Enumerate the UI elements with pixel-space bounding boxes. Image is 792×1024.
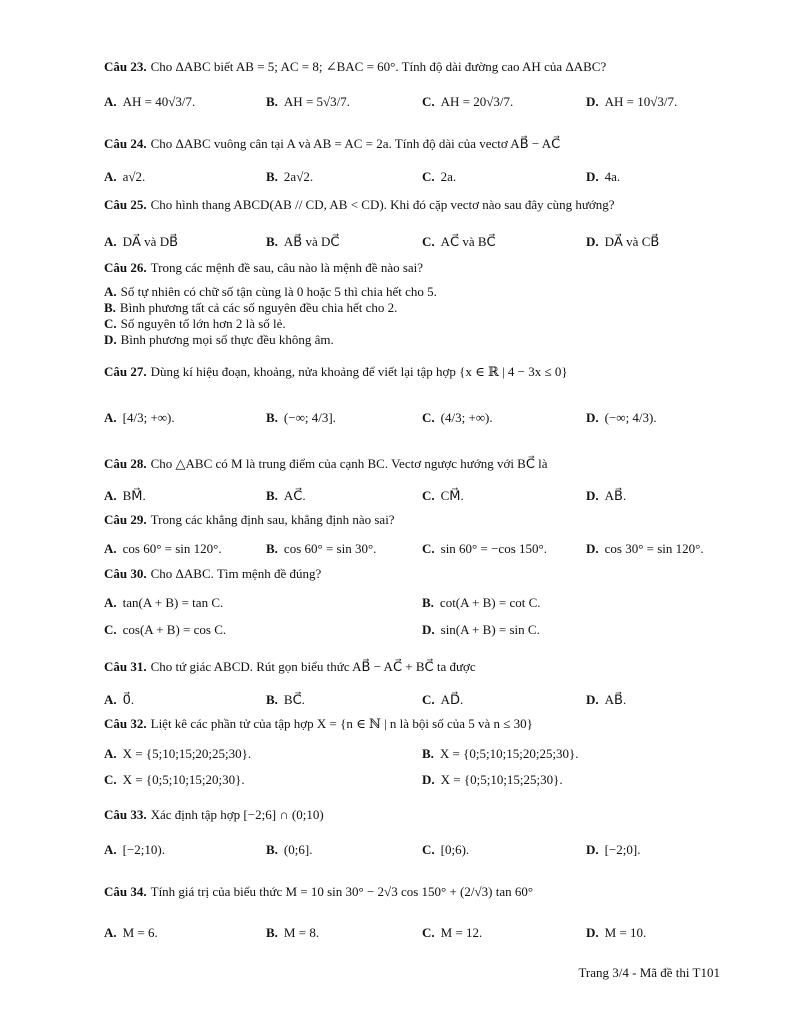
option-label: B. (422, 746, 434, 761)
option-text: [−2;10). (122, 842, 165, 857)
option-text: [−2;0]. (604, 842, 641, 857)
option-a (104, 230, 178, 254)
question-27 (104, 363, 732, 381)
option-a (104, 921, 158, 945)
question-text: Cho △ABC có M là trung điểm của cạnh BC. Vectơ ngược hướng với BC⃗ là (150, 456, 548, 471)
option-a (104, 284, 437, 300)
option-b (104, 300, 437, 316)
option-label: A. (104, 410, 117, 425)
options-row (104, 591, 764, 615)
options-row (104, 838, 764, 862)
option-text: (4/3; +∞). (440, 410, 493, 425)
option-c (422, 230, 496, 254)
option-text: cos(A + B) = cos C. (122, 622, 227, 637)
option-b (266, 537, 376, 561)
option-text: AB⃗. (604, 488, 627, 503)
option-label: D. (422, 772, 435, 787)
option-c (422, 921, 482, 945)
option-text: BC⃗. (283, 692, 305, 707)
option-label: D. (586, 234, 599, 249)
option-label: C. (422, 842, 435, 857)
options-row (104, 484, 764, 508)
question-number: Câu 34. (104, 884, 147, 899)
option-c (422, 838, 469, 862)
page-footer: Trang 3/4 - Mã đề thi T101 (578, 965, 720, 980)
options-list (104, 284, 437, 348)
option-a (104, 838, 165, 862)
question-29 (104, 511, 732, 529)
option-label: D. (586, 410, 599, 425)
option-label: D. (586, 925, 599, 940)
option-text: AC⃗. (283, 488, 306, 503)
option-text: AH = 20√3/7. (440, 94, 514, 109)
option-d (422, 768, 563, 792)
option-b (422, 591, 541, 615)
option-label: B. (266, 410, 278, 425)
options-row (104, 768, 764, 792)
options-row (104, 165, 764, 189)
option-b (266, 230, 339, 254)
option-label: D. (586, 842, 599, 857)
options-row (104, 921, 764, 945)
option-label: B. (266, 925, 278, 940)
question-number: Câu 25. (104, 197, 147, 212)
option-text: Bình phương mọi số thực đều không âm. (120, 332, 334, 347)
option-label: B. (266, 234, 278, 249)
option-label: D. (422, 622, 435, 637)
option-text: a√2. (122, 169, 146, 184)
options-row (104, 688, 764, 712)
option-label: B. (104, 300, 116, 315)
option-label: C. (422, 692, 435, 707)
option-d (586, 838, 641, 862)
options-row (104, 230, 764, 254)
option-label: B. (266, 94, 278, 109)
option-text: Số tự nhiên có chữ số tận cùng là 0 hoặc 5 thì chia hết cho 5. (120, 284, 437, 299)
option-c (422, 537, 547, 561)
option-d (104, 332, 437, 348)
question-text: Liệt kê các phần tử của tập hợp X = {n ∈ ℕ | n là bội số của 5 và n ≤ 30} (150, 716, 533, 731)
option-text: AB⃗ và DC⃗ (283, 234, 340, 249)
question-32 (104, 715, 732, 733)
option-c (422, 90, 513, 114)
option-label: C. (422, 410, 435, 425)
option-text: tan(A + B) = tan C. (122, 595, 224, 610)
option-text: AC⃗ và BC⃗ (440, 234, 496, 249)
options-row (104, 406, 764, 430)
option-c (422, 165, 456, 189)
option-d (586, 165, 620, 189)
question-number: Câu 30. (104, 566, 147, 581)
question-text: Xác định tập hợp [−2;6] ∩ (0;10) (150, 807, 324, 822)
option-text: AH = 10√3/7. (604, 94, 678, 109)
question-number: Câu 33. (104, 807, 147, 822)
option-text: sin(A + B) = sin C. (440, 622, 540, 637)
option-d (586, 484, 626, 508)
option-label: D. (586, 541, 599, 556)
option-label: A. (104, 541, 117, 556)
option-label: C. (104, 772, 117, 787)
option-label: B. (266, 842, 278, 857)
question-text: Cho ΔABC. Tìm mệnh đề đúng? (150, 566, 322, 581)
option-label: C. (422, 541, 435, 556)
question-text: Cho ΔABC vuông cân tại A và AB = AC = 2a. Tính độ dài của vectơ AB⃗ − AC⃗ (150, 136, 561, 151)
option-b (266, 688, 305, 712)
option-label: C. (422, 925, 435, 940)
option-label: C. (422, 488, 435, 503)
option-label: C. (104, 622, 117, 637)
question-25 (104, 196, 732, 214)
option-text: Bình phương tất cả các số nguyên đều chia hết cho 2. (119, 300, 398, 315)
option-b (266, 165, 313, 189)
option-label: A. (104, 284, 117, 299)
question-text: Trong các khẳng định sau, khẳng định nào sai? (150, 512, 395, 527)
option-text: AB⃗. (604, 692, 627, 707)
option-label: D. (586, 692, 599, 707)
option-a (104, 165, 145, 189)
option-c (104, 316, 437, 332)
question-24 (104, 135, 732, 153)
question-number: Câu 23. (104, 59, 147, 74)
option-label: A. (104, 842, 117, 857)
question-number: Câu 26. (104, 260, 147, 275)
option-text: AH = 40√3/7. (122, 94, 196, 109)
option-text: X = {5;10;15;20;25;30}. (122, 746, 252, 761)
option-d (586, 90, 677, 114)
question-34 (104, 883, 732, 901)
option-b (266, 90, 350, 114)
option-c (104, 618, 226, 642)
question-text: Trong các mệnh đề sau, câu nào là mệnh đề nào sai? (150, 260, 424, 275)
option-text: 2a√2. (283, 169, 314, 184)
question-text: Cho ΔABC biết AB = 5; AC = 8; ∠BAC = 60°. Tính độ dài đường cao AH của ΔABC? (150, 59, 607, 74)
option-text: AD⃗. (440, 692, 464, 707)
option-text: M = 8. (283, 925, 320, 940)
option-d (586, 537, 704, 561)
question-number: Câu 31. (104, 659, 147, 674)
options-row (104, 537, 764, 561)
option-text: X = {0;5;10;15;20;25;30}. (439, 746, 579, 761)
option-b (266, 838, 312, 862)
option-label: C. (422, 234, 435, 249)
option-d (586, 406, 657, 430)
option-label: B. (422, 595, 434, 610)
option-label: B. (266, 541, 278, 556)
option-b (266, 406, 336, 430)
option-text: (−∞; 4/3]. (283, 410, 336, 425)
option-label: C. (104, 316, 117, 331)
question-33 (104, 806, 732, 824)
option-text: DA⃗ và CB⃗ (604, 234, 660, 249)
option-d (586, 921, 646, 945)
option-a (104, 537, 222, 561)
option-text: cos 60° = sin 120°. (122, 541, 222, 556)
option-label: D. (586, 169, 599, 184)
question-text: Tính giá trị của biểu thức M = 10 sin 30° − 2√3 cos 150° + (2/√3) tan 60° (150, 884, 534, 899)
question-number: Câu 28. (104, 456, 147, 471)
question-text: Dùng kí hiệu đoạn, khoảng, nửa khoảng để viết lại tập hợp {x ∈ ℝ | 4 − 3x ≤ 0} (150, 364, 568, 379)
option-b (266, 484, 306, 508)
options-row (104, 618, 764, 642)
option-label: A. (104, 692, 117, 707)
option-text: (−∞; 4/3). (604, 410, 657, 425)
option-text: 4a. (604, 169, 621, 184)
option-label: D. (586, 94, 599, 109)
option-c (422, 688, 463, 712)
option-d (422, 618, 540, 642)
question-text: Cho hình thang ABCD(AB // CD, AB < CD). Khi đó cặp vectơ nào sau đây cùng hướng? (150, 197, 615, 212)
question-31 (104, 658, 732, 676)
question-number: Câu 32. (104, 716, 147, 731)
option-label: B. (266, 488, 278, 503)
option-text: cos 60° = sin 30°. (283, 541, 377, 556)
option-label: C. (422, 169, 435, 184)
option-text: M = 10. (604, 925, 647, 940)
question-26 (104, 259, 732, 277)
question-30 (104, 565, 732, 583)
option-text: X = {0;5;10;15;20;30}. (122, 772, 245, 787)
question-23 (104, 58, 732, 76)
option-text: [0;6). (440, 842, 470, 857)
option-a (104, 591, 223, 615)
option-d (586, 688, 626, 712)
option-label: A. (104, 488, 117, 503)
option-a (104, 406, 175, 430)
question-28 (104, 455, 732, 473)
option-d (586, 230, 659, 254)
option-text: Số nguyên tố lớn hơn 2 là số lẻ. (120, 316, 286, 331)
option-label: B. (266, 169, 278, 184)
option-label: A. (104, 746, 117, 761)
option-text: 0⃗. (122, 692, 135, 707)
option-text: cos 30° = sin 120°. (604, 541, 704, 556)
option-text: BM⃗. (122, 488, 146, 503)
options-row (104, 742, 764, 766)
option-text: (0;6]. (283, 842, 313, 857)
option-label: A. (104, 94, 117, 109)
option-a (104, 484, 146, 508)
question-number: Câu 24. (104, 136, 147, 151)
option-text: sin 60° = −cos 150°. (440, 541, 547, 556)
option-text: [4/3; +∞). (122, 410, 175, 425)
option-b (422, 742, 579, 766)
option-a (104, 90, 195, 114)
question-text: Cho tứ giác ABCD. Rút gọn biểu thức AB⃗ − AC⃗ + BC⃗ ta được (150, 659, 476, 674)
option-text: AH = 5√3/7. (283, 94, 351, 109)
option-label: A. (104, 925, 117, 940)
option-text: M = 6. (122, 925, 158, 940)
question-number: Câu 27. (104, 364, 147, 379)
option-a (104, 742, 251, 766)
option-label: C. (422, 94, 435, 109)
option-label: A. (104, 169, 117, 184)
option-c (104, 768, 245, 792)
options-row (104, 90, 764, 114)
option-text: cot(A + B) = cot C. (439, 595, 541, 610)
option-text: 2a. (440, 169, 457, 184)
option-label: D. (586, 488, 599, 503)
option-label: D. (104, 332, 117, 347)
option-c (422, 484, 464, 508)
option-text: X = {0;5;10;15;25;30}. (440, 772, 563, 787)
option-text: M = 12. (440, 925, 483, 940)
option-label: B. (266, 692, 278, 707)
option-text: DA⃗ và DB⃗ (122, 234, 178, 249)
option-label: A. (104, 595, 117, 610)
option-a (104, 688, 134, 712)
option-label: A. (104, 234, 117, 249)
option-b (266, 921, 319, 945)
question-number: Câu 29. (104, 512, 147, 527)
option-text: CM⃗. (440, 488, 464, 503)
option-c (422, 406, 493, 430)
